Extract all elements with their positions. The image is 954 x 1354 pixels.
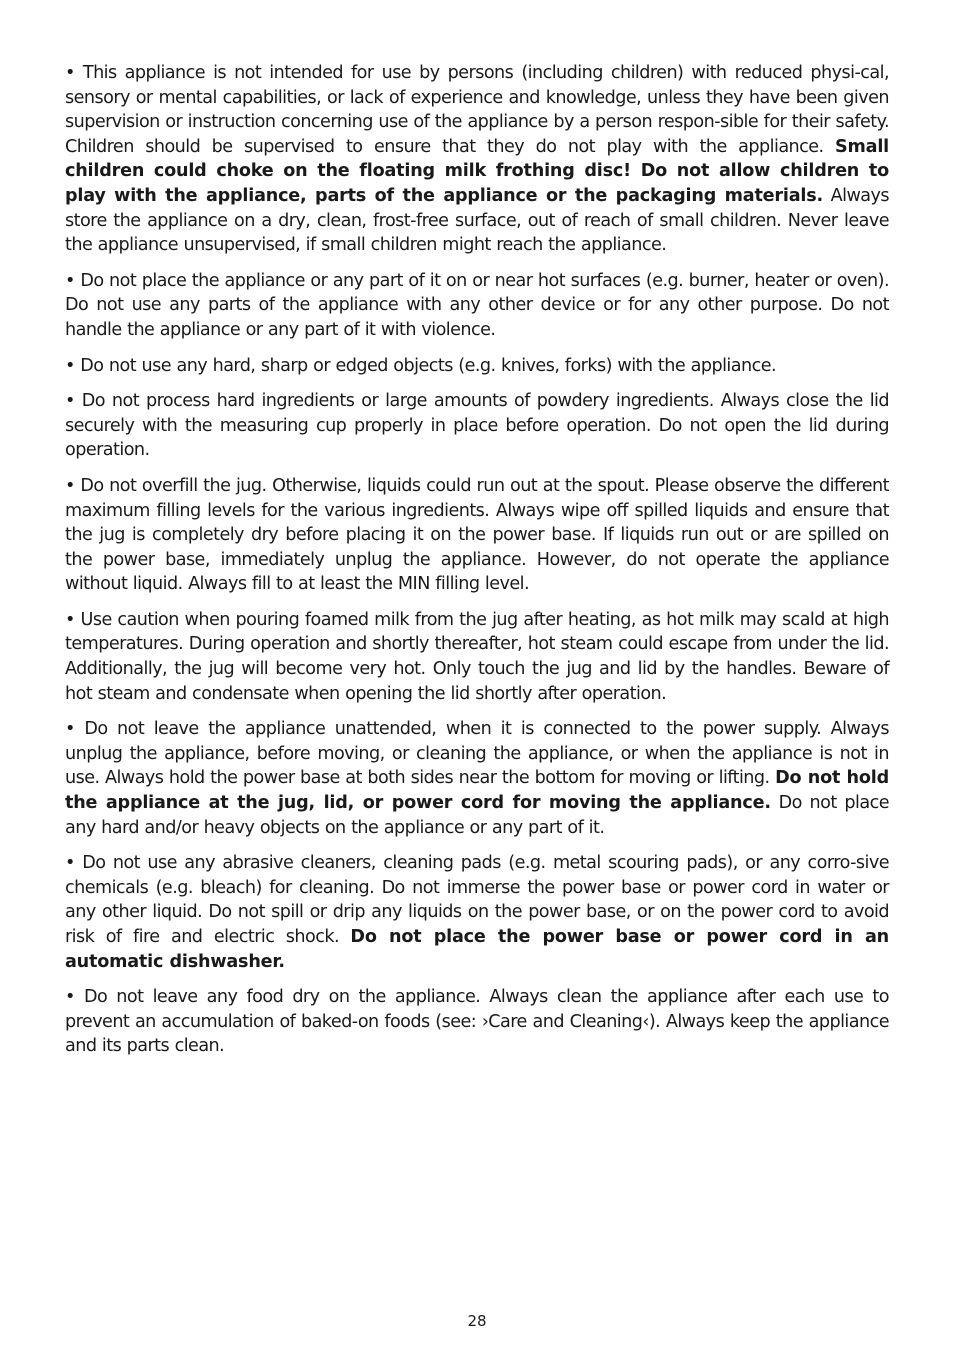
safety-paragraph: [65, 717, 889, 840]
paragraph-text: • This appliance is not intended for use by persons (including children) with reduced physi-cal, sensory or mental capabilities, or lack of experience and knowledge, unless they have been given supervision or instruction concerning use of the appliance by a person respon-sible for their safety. Children should be supervised to ensure that they do not play with the appliance.: [65, 63, 889, 157]
safety-paragraph: [65, 985, 889, 1059]
paragraph-text: • Do not place the appliance or any part of it on or near hot surfaces (e.g. burner, heater or oven). Do not use any parts of the appliance with any other device or for any other purpose. Do not handle the appliance or any part of it with violence.: [65, 270, 889, 340]
paragraph-text: Always store the appliance on a dry, clean, frost-free surface, out of reach of small children. Never leave the appliance unsupervised, if small children might reach the appliance.: [65, 185, 889, 256]
safety-paragraph: [65, 608, 889, 706]
page-content: [65, 61, 889, 1070]
safety-paragraph: [65, 269, 889, 343]
safety-paragraph: [65, 474, 889, 597]
safety-paragraph: [65, 389, 889, 463]
paragraph-text: • Do not process hard ingredients or large amounts of powdery ingredients. Always close the lid securely with the measuring cup properly in place before operation. Do not open the lid during operation.: [65, 391, 889, 461]
paragraph-text: • Do not use any abrasive cleaners, cleaning pads (e.g. metal scouring pads), or any corro-sive chemicals (e.g. bleach) for cleaning. Do not immerse the power base or power cord in water or any other liquid. Do not spill or drip any liquids on the power base, or on the power cord to avoid risk of fire and electric shock.: [65, 853, 889, 947]
paragraph-text: • Do not leave the appliance unattended, when it is connected to the power supply. Always unplug the appliance, before moving, or cleaning the appliance, or when the appliance is not in use. Always hold the power base at both sides near the bottom for moving or lifting.: [65, 719, 889, 789]
paragraph-text: • Do not overfill the jug. Otherwise, liquids could run out at the spout. Please observe the different maximum filling levels for the various ingredients. Always wipe off spilled liquids and ensure that the jug is completely dry before placing it on the power base. If liquids run out or are spilled on the power base, immediately unplug the appliance. However, do not operate the appliance without liquid. Always fill to at least the MIN filling level.: [65, 475, 889, 595]
safety-paragraph: [65, 61, 889, 258]
paragraph-warning-bold: Do not hold the appliance at the jug, lid, or power cord for moving the appliance.: [65, 768, 889, 814]
paragraph-text: • Do not use any hard, sharp or edged objects (e.g. knives, forks) with the appliance.: [65, 355, 777, 376]
paragraph-warning-bold: Small children could choke on the floating milk frothing disc! Do not allow children to play with the appliance, parts of the appliance or the packaging materials.: [65, 136, 889, 206]
paragraph-warning-bold: Do not place the power base or power cord in an automatic dishwasher.: [65, 927, 889, 972]
safety-paragraph: [65, 354, 889, 379]
paragraph-text: Do not place any hard and/or heavy objects on the appliance or any part of it.: [65, 793, 889, 838]
paragraph-text: • Use caution when pouring foamed milk from the jug after heating, as hot milk may scald at high temperatures. During operation and shortly thereafter, hot steam could escape from under the lid. Additionally, the jug will become very hot. Only touch the jug and lid by the handles. Beware of hot steam and condensate when opening the lid shortly after operation.: [65, 609, 889, 704]
paragraph-text: • Do not leave any food dry on the appliance. Always clean the appliance after each use to prevent an accumulation of baked-on foods (see: ›Care and Cleaning‹). Always keep the appliance and its parts clean.: [65, 987, 889, 1057]
safety-paragraph: [65, 851, 889, 974]
page-number: 28: [467, 1312, 487, 1330]
